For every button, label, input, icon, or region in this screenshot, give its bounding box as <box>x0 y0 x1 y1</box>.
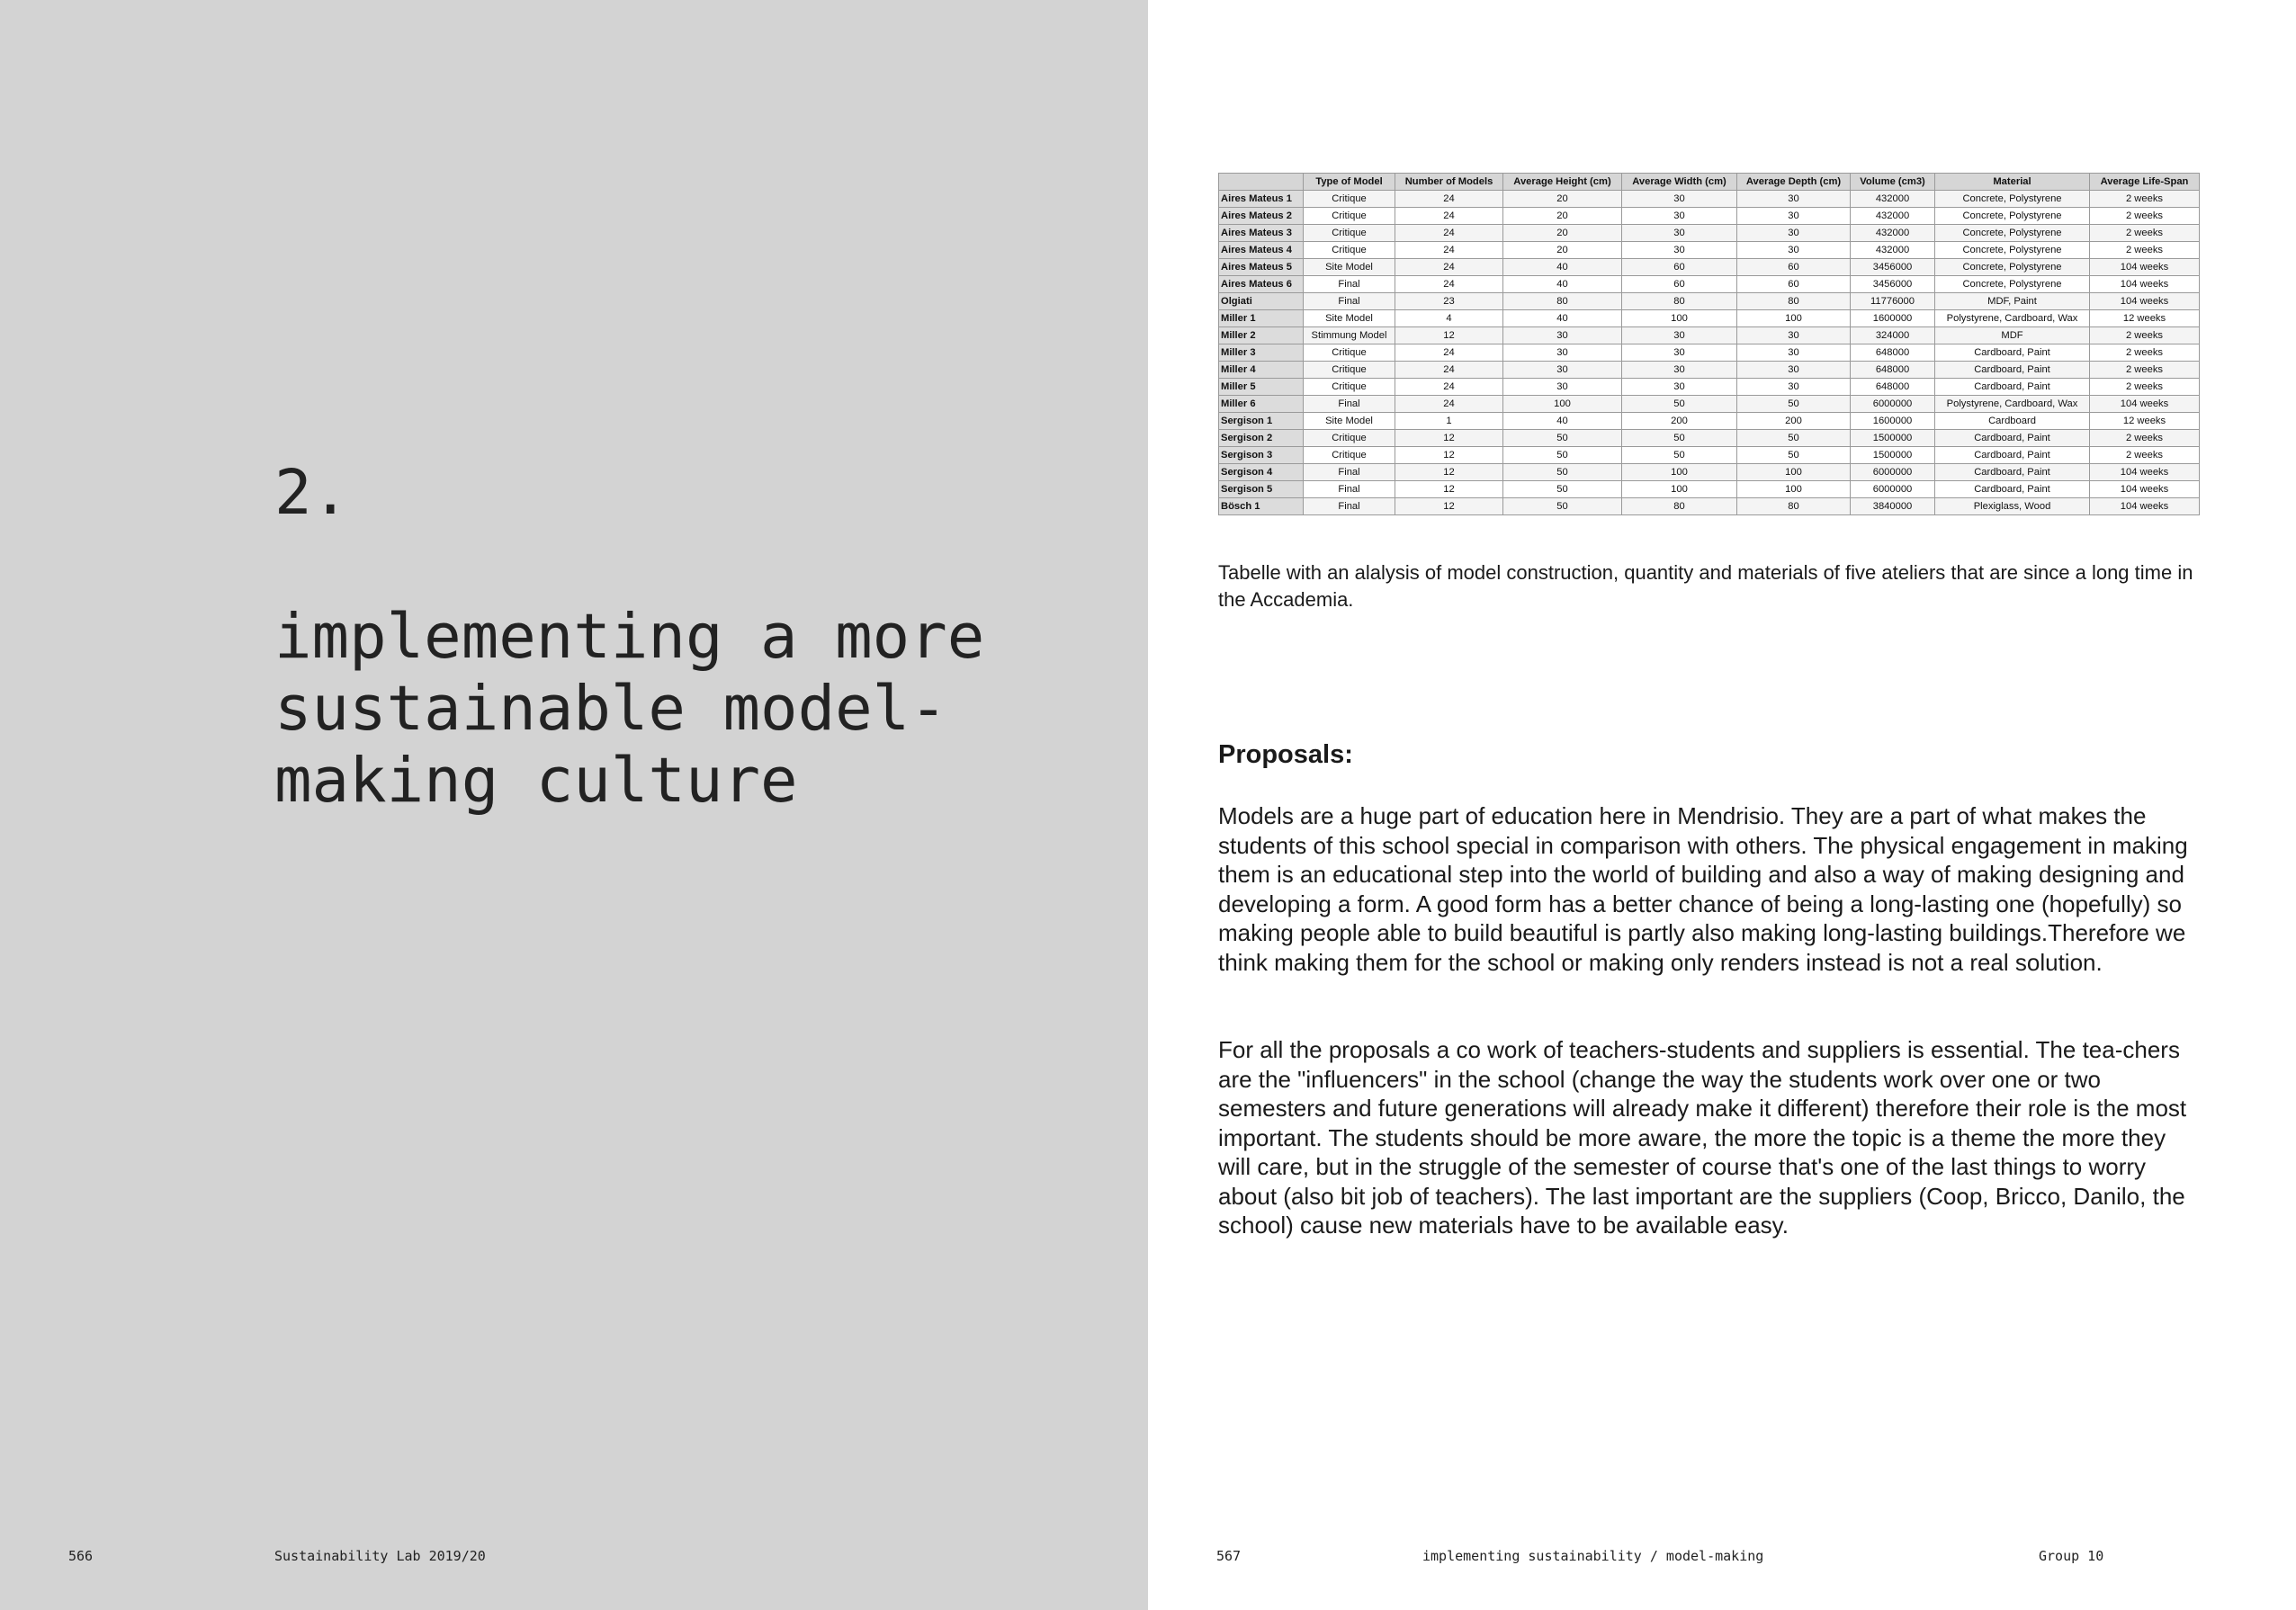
table-cell: Critique <box>1304 344 1395 362</box>
table-row <box>1219 396 2200 413</box>
table-cell: 30 <box>1737 379 1851 396</box>
model-analysis-table <box>1218 173 2200 515</box>
table-cell: 24 <box>1395 191 1503 208</box>
table-cell: 104 weeks <box>2090 464 2200 481</box>
table-cell: 2 weeks <box>2090 379 2200 396</box>
table-header-cell: Average Height (cm) <box>1503 174 1622 191</box>
table-cell: 30 <box>1622 344 1737 362</box>
table-cell: Final <box>1304 481 1395 498</box>
table-row-label: Miller 5 <box>1219 379 1304 396</box>
table-cell: 432000 <box>1851 208 1935 225</box>
table-cell: 432000 <box>1851 242 1935 259</box>
table-header-cell <box>1219 174 1304 191</box>
table-cell: Final <box>1304 396 1395 413</box>
table-cell: 30 <box>1737 327 1851 344</box>
table-cell: Critique <box>1304 447 1395 464</box>
table-row <box>1219 259 2200 276</box>
table-row <box>1219 430 2200 447</box>
table-cell: 40 <box>1503 259 1622 276</box>
table-cell: 104 weeks <box>2090 259 2200 276</box>
table-cell: 2 weeks <box>2090 191 2200 208</box>
table-row <box>1219 276 2200 293</box>
table-cell: 80 <box>1737 498 1851 515</box>
table-cell: Cardboard, Paint <box>1935 464 2090 481</box>
table-row <box>1219 327 2200 344</box>
table-cell: 12 <box>1395 498 1503 515</box>
table-row-label: Miller 3 <box>1219 344 1304 362</box>
table-cell: Concrete, Polystyrene <box>1935 276 2090 293</box>
table-cell: 30 <box>1503 344 1622 362</box>
table-cell: 50 <box>1622 396 1737 413</box>
table-cell: 30 <box>1622 208 1737 225</box>
table-cell: 24 <box>1395 225 1503 242</box>
table-cell: Polystyrene, Cardboard, Wax <box>1935 310 2090 327</box>
table-cell: Final <box>1304 498 1395 515</box>
table-cell: 12 weeks <box>2090 310 2200 327</box>
table-row-label: Sergison 4 <box>1219 464 1304 481</box>
table-row <box>1219 498 2200 515</box>
table-row <box>1219 481 2200 498</box>
table-cell: 12 weeks <box>2090 413 2200 430</box>
table-cell: 30 <box>1737 362 1851 379</box>
table-cell: 50 <box>1503 481 1622 498</box>
table-cell: Concrete, Polystyrene <box>1935 225 2090 242</box>
table-cell: Cardboard, Paint <box>1935 344 2090 362</box>
table-row-label: Aires Mateus 1 <box>1219 191 1304 208</box>
table-row-label: Olgiati <box>1219 293 1304 310</box>
table-cell: 3456000 <box>1851 259 1935 276</box>
table-cell: 30 <box>1737 225 1851 242</box>
table-cell: 50 <box>1503 498 1622 515</box>
table-cell: 104 weeks <box>2090 396 2200 413</box>
table-cell: 24 <box>1395 242 1503 259</box>
table-cell: 30 <box>1622 191 1737 208</box>
table-cell: 24 <box>1395 344 1503 362</box>
table-cell: 2 weeks <box>2090 242 2200 259</box>
table-cell: Cardboard, Paint <box>1935 447 2090 464</box>
table-cell: Concrete, Polystyrene <box>1935 259 2090 276</box>
table-cell: 200 <box>1622 413 1737 430</box>
table-cell: 1 <box>1395 413 1503 430</box>
table-cell: Critique <box>1304 242 1395 259</box>
table-cell: 12 <box>1395 447 1503 464</box>
table-cell: 2 weeks <box>2090 447 2200 464</box>
left-footer-text: Sustainability Lab 2019/20 <box>274 1548 486 1564</box>
table-row <box>1219 464 2200 481</box>
table-header-cell: Number of Models <box>1395 174 1503 191</box>
table-cell: 23 <box>1395 293 1503 310</box>
table-cell: 3840000 <box>1851 498 1935 515</box>
table-cell: Concrete, Polystyrene <box>1935 242 2090 259</box>
table-row <box>1219 447 2200 464</box>
table-cell: 12 <box>1395 327 1503 344</box>
table-cell: Site Model <box>1304 259 1395 276</box>
table-cell: 50 <box>1503 447 1622 464</box>
table-cell: 80 <box>1503 293 1622 310</box>
table-cell: Concrete, Polystyrene <box>1935 191 2090 208</box>
table-cell: 50 <box>1503 464 1622 481</box>
table-cell: 432000 <box>1851 191 1935 208</box>
table-cell: 24 <box>1395 396 1503 413</box>
table-cell: Concrete, Polystyrene <box>1935 208 2090 225</box>
right-footer-text: implementing sustainability / model-making <box>1422 1548 1764 1564</box>
table-cell: 1500000 <box>1851 430 1935 447</box>
table-cell: Site Model <box>1304 413 1395 430</box>
table-cell: 2 weeks <box>2090 327 2200 344</box>
table-cell: Critique <box>1304 430 1395 447</box>
table-cell: 100 <box>1622 464 1737 481</box>
table-cell: Critique <box>1304 225 1395 242</box>
table-cell: 30 <box>1737 208 1851 225</box>
table-row-label: Aires Mateus 5 <box>1219 259 1304 276</box>
table-header-cell: Type of Model <box>1304 174 1395 191</box>
table-cell: 30 <box>1622 225 1737 242</box>
table-row <box>1219 362 2200 379</box>
table-row-label: Sergison 2 <box>1219 430 1304 447</box>
table-cell: 50 <box>1737 447 1851 464</box>
table-cell: 6000000 <box>1851 464 1935 481</box>
table-cell: 432000 <box>1851 225 1935 242</box>
table-cell: 104 weeks <box>2090 498 2200 515</box>
table-cell: 20 <box>1503 225 1622 242</box>
table-row <box>1219 191 2200 208</box>
table-cell: 648000 <box>1851 379 1935 396</box>
table-cell: 12 <box>1395 481 1503 498</box>
table-cell: 104 weeks <box>2090 293 2200 310</box>
table-cell: 50 <box>1503 430 1622 447</box>
chapter-number: 2. <box>274 457 350 529</box>
table-cell: Cardboard, Paint <box>1935 430 2090 447</box>
table-cell: 30 <box>1503 327 1622 344</box>
table-header-cell: Average Width (cm) <box>1622 174 1737 191</box>
table-row-label: Sergison 5 <box>1219 481 1304 498</box>
table-row-label: Aires Mateus 4 <box>1219 242 1304 259</box>
table-cell: 30 <box>1622 379 1737 396</box>
table-row-label: Aires Mateus 3 <box>1219 225 1304 242</box>
table-cell: MDF <box>1935 327 2090 344</box>
table-cell: 100 <box>1622 481 1737 498</box>
table-cell: MDF, Paint <box>1935 293 2090 310</box>
table-header-cell: Material <box>1935 174 2090 191</box>
table-cell: 20 <box>1503 242 1622 259</box>
left-page-number: 566 <box>68 1548 94 1564</box>
table-cell: 20 <box>1503 191 1622 208</box>
table-cell: 2 weeks <box>2090 225 2200 242</box>
table-row-label: Aires Mateus 6 <box>1219 276 1304 293</box>
table-cell: 6000000 <box>1851 396 1935 413</box>
table-cell: Polystyrene, Cardboard, Wax <box>1935 396 2090 413</box>
table-cell: 60 <box>1737 276 1851 293</box>
table-cell: 648000 <box>1851 362 1935 379</box>
table-cell: 1500000 <box>1851 447 1935 464</box>
table-cell: 20 <box>1503 208 1622 225</box>
table-cell: 1600000 <box>1851 310 1935 327</box>
table-cell: Critique <box>1304 191 1395 208</box>
table-cell: Cardboard, Paint <box>1935 481 2090 498</box>
table-cell: 30 <box>1622 242 1737 259</box>
proposals-heading: Proposals: <box>1218 740 1353 769</box>
table-cell: 24 <box>1395 259 1503 276</box>
table-row <box>1219 344 2200 362</box>
table-caption: Tabelle with an alalysis of model construction, quantity and materials of five ateliers that are since a long time in the Accademia. <box>1218 561 2193 611</box>
table-row <box>1219 293 2200 310</box>
table-cell: 24 <box>1395 208 1503 225</box>
table-cell: 30 <box>1503 362 1622 379</box>
table-cell: 104 weeks <box>2090 481 2200 498</box>
table-header-cell: Average Life-Span <box>2090 174 2200 191</box>
table-cell: 60 <box>1622 259 1737 276</box>
table-cell: 4 <box>1395 310 1503 327</box>
table-cell: 30 <box>1503 379 1622 396</box>
table-cell: 6000000 <box>1851 481 1935 498</box>
table-header-row <box>1219 174 2200 191</box>
table-row-label: Miller 6 <box>1219 396 1304 413</box>
table-cell: 60 <box>1622 276 1737 293</box>
table-cell: 60 <box>1737 259 1851 276</box>
table-cell: Cardboard, Paint <box>1935 362 2090 379</box>
table-cell: 2 weeks <box>2090 344 2200 362</box>
table-cell: 100 <box>1622 310 1737 327</box>
table-cell: Site Model <box>1304 310 1395 327</box>
table-cell: 12 <box>1395 464 1503 481</box>
table-row <box>1219 208 2200 225</box>
table-cell: 2 weeks <box>2090 430 2200 447</box>
table-cell: 100 <box>1737 310 1851 327</box>
table-cell: 30 <box>1737 191 1851 208</box>
table-cell: Cardboard, Paint <box>1935 379 2090 396</box>
table-cell: Final <box>1304 464 1395 481</box>
table-cell: 30 <box>1622 327 1737 344</box>
table-cell: 80 <box>1622 293 1737 310</box>
group-label: Group 10 <box>2039 1548 2104 1564</box>
table-cell: 24 <box>1395 276 1503 293</box>
table-cell: Final <box>1304 293 1395 310</box>
table-header-cell: Volume (cm3) <box>1851 174 1935 191</box>
table-row <box>1219 413 2200 430</box>
table-cell: 40 <box>1503 276 1622 293</box>
table-cell: Plexiglass, Wood <box>1935 498 2090 515</box>
table-cell: 50 <box>1622 430 1737 447</box>
table-row <box>1219 242 2200 259</box>
proposals-paragraph-2: For all the proposals a co work of teachers-students and suppliers is essential. The tea-chers are the "influencers" in the school (change the way the students work over one or two semesters and future generations will already make it different) therefore their role is the most important. The students should be more aware, the more the topic is a theme the more they will care, but in the struggle of the semester of course that's one of the last things to worry about (also bit job of teachers). The last important are the suppliers (Coop, Bricco, Danilo, the school) cause new materials have to be available easy. <box>1218 1036 2187 1239</box>
table-cell: 50 <box>1737 396 1851 413</box>
table-cell: Critique <box>1304 208 1395 225</box>
table-cell: 104 weeks <box>2090 276 2200 293</box>
table-row-label: Sergison 3 <box>1219 447 1304 464</box>
proposals-paragraph-1: Models are a huge part of education here in Mendrisio. They are a part of what makes the students of this school special in comparison with others. The physical engagement in making them is an educational step into the world of building and also a way of making designing and developing a form. A good form has a better chance of being a long-lasting one (hopefully) so making people able to build beautiful is partly also making long-lasting buildings.Therefore we think making them for the school or making only renders instead is not a real solution. <box>1218 802 2188 976</box>
table-cell: Final <box>1304 276 1395 293</box>
table-cell: 24 <box>1395 362 1503 379</box>
table-cell: 1600000 <box>1851 413 1935 430</box>
table-row-label: Sergison 1 <box>1219 413 1304 430</box>
table-row-label: Bösch 1 <box>1219 498 1304 515</box>
table-cell: Cardboard <box>1935 413 2090 430</box>
table-cell: Critique <box>1304 379 1395 396</box>
table-cell: 648000 <box>1851 344 1935 362</box>
table-cell: 30 <box>1622 362 1737 379</box>
table-cell: 40 <box>1503 413 1622 430</box>
table-cell: 11776000 <box>1851 293 1935 310</box>
table-cell: 30 <box>1737 344 1851 362</box>
table-row <box>1219 310 2200 327</box>
table-cell: 30 <box>1737 242 1851 259</box>
table-cell: 100 <box>1737 481 1851 498</box>
table-row-label: Miller 4 <box>1219 362 1304 379</box>
table-cell: 200 <box>1737 413 1851 430</box>
table-header-cell: Average Depth (cm) <box>1737 174 1851 191</box>
table-row <box>1219 225 2200 242</box>
chapter-title: implementing a more sustainable model-making culture <box>274 601 985 817</box>
table-cell: 3456000 <box>1851 276 1935 293</box>
table-cell: 40 <box>1503 310 1622 327</box>
table-cell: 12 <box>1395 430 1503 447</box>
table-cell: 80 <box>1622 498 1737 515</box>
table-cell: 80 <box>1737 293 1851 310</box>
table-row-label: Miller 1 <box>1219 310 1304 327</box>
table-cell: 24 <box>1395 379 1503 396</box>
table-row-label: Miller 2 <box>1219 327 1304 344</box>
table-cell: 50 <box>1622 447 1737 464</box>
table-cell: Critique <box>1304 362 1395 379</box>
table-cell: Stimmung Model <box>1304 327 1395 344</box>
table-row <box>1219 379 2200 396</box>
right-page-number: 567 <box>1216 1548 1242 1564</box>
table-cell: 100 <box>1503 396 1622 413</box>
table-cell: 324000 <box>1851 327 1935 344</box>
table-cell: 100 <box>1737 464 1851 481</box>
table-cell: 50 <box>1737 430 1851 447</box>
table-row-label: Aires Mateus 2 <box>1219 208 1304 225</box>
table-cell: 2 weeks <box>2090 208 2200 225</box>
table-cell: 2 weeks <box>2090 362 2200 379</box>
